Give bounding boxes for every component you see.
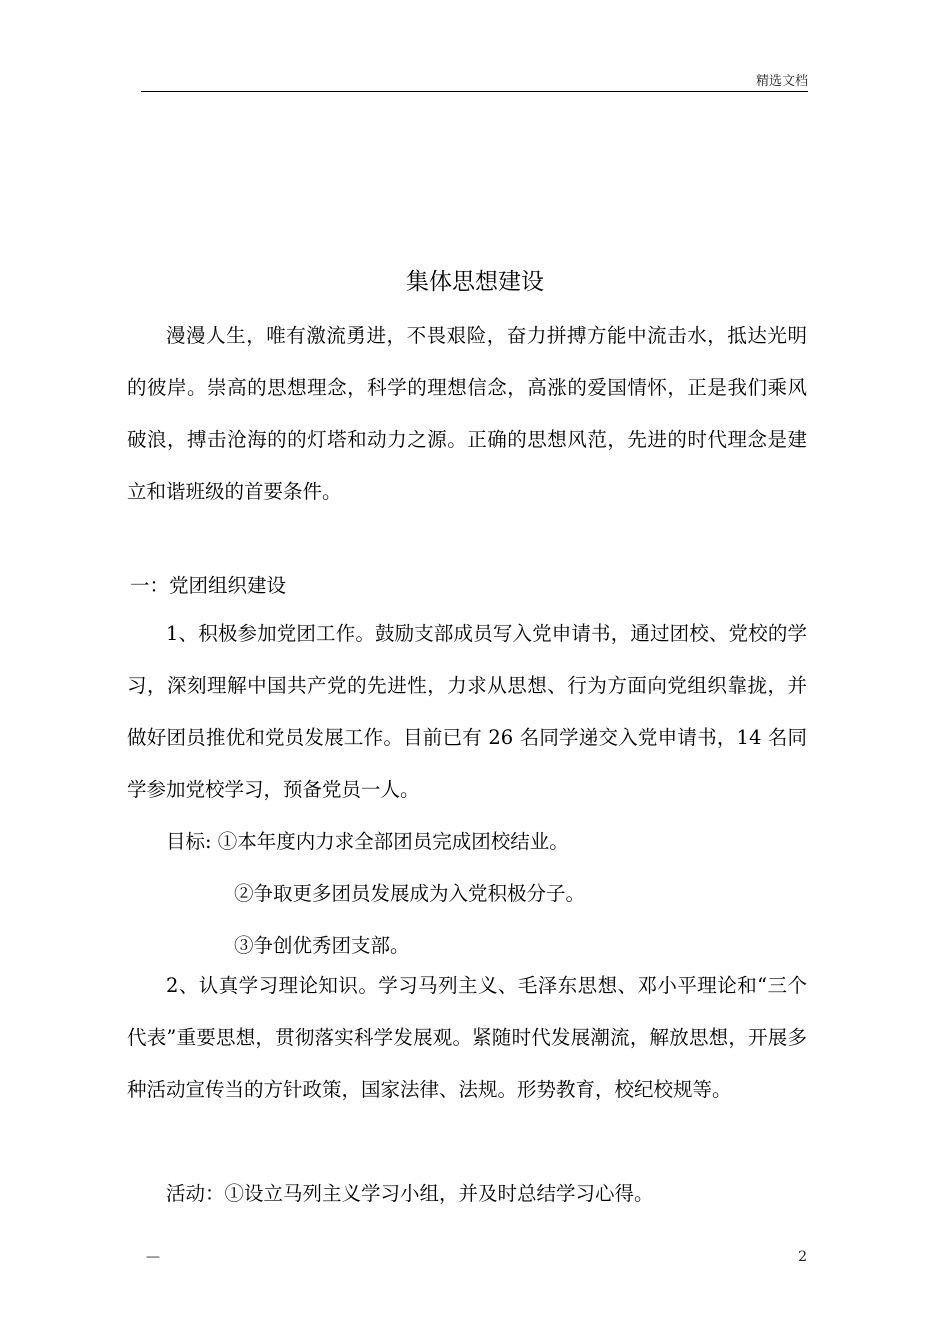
section-heading: 一：党团组织建设 xyxy=(130,574,287,597)
item-2-paragraph: 2、认真学习理论知识。学习马列主义、毛泽东思想、邓小平理论和“三个代表”重要思想，贯彻落实科学发展观。紧随时代发展潮流，解放思想，开展多种活动宣传当的方针政策，国家法律、法规。形势教育，校纪校规等。 xyxy=(127,974,807,1101)
page-number: 2 xyxy=(798,1249,807,1265)
goal-label: 目标: xyxy=(166,830,212,853)
activity-line-1 xyxy=(166,1168,654,1220)
activity-label: 活动： xyxy=(166,1182,225,1205)
goal-item-3: ③争创优秀团支部。 xyxy=(234,934,410,957)
goal-item-1: ①本年度内力求全部团员完成团校结业。 xyxy=(217,830,569,853)
footer-dash: — xyxy=(146,1249,160,1265)
page-header-label: 精选文档 xyxy=(755,74,808,89)
goal-item-2: ②争取更多团员发展成为入党积极分子。 xyxy=(234,882,586,905)
header-rule xyxy=(141,91,808,92)
activity-item-1: ①设立马列主义学习小组，并及时总结学习心得。 xyxy=(224,1182,654,1205)
goal-line-1 xyxy=(166,816,569,868)
intro-paragraph: 漫漫人生，唯有激流勇进，不畏艰险，奋力拼搏方能中流击水，抵达光明的彼岸。崇高的思想理念，科学的理想信念，高涨的爱国情怀，正是我们乘风破浪，搏击沧海的的灯塔和动力之源。正确的思想风范，先进的时代理念是建立和谐班级的首要条件。 xyxy=(127,324,807,503)
document-title: 集体思想建设 xyxy=(406,269,544,295)
item-1-paragraph: 1、积极参加党团工作。鼓励支部成员写入党申请书，通过团校、党校的学习，深刻理解中国共产党的先进性，力求从思想、行为方面向党组织靠拢，并做好团员推优和党员发展工作。目前已有 26 名同学递交入党申请书，14 名同学参加党校学习，预备党员一人。 xyxy=(127,622,807,801)
